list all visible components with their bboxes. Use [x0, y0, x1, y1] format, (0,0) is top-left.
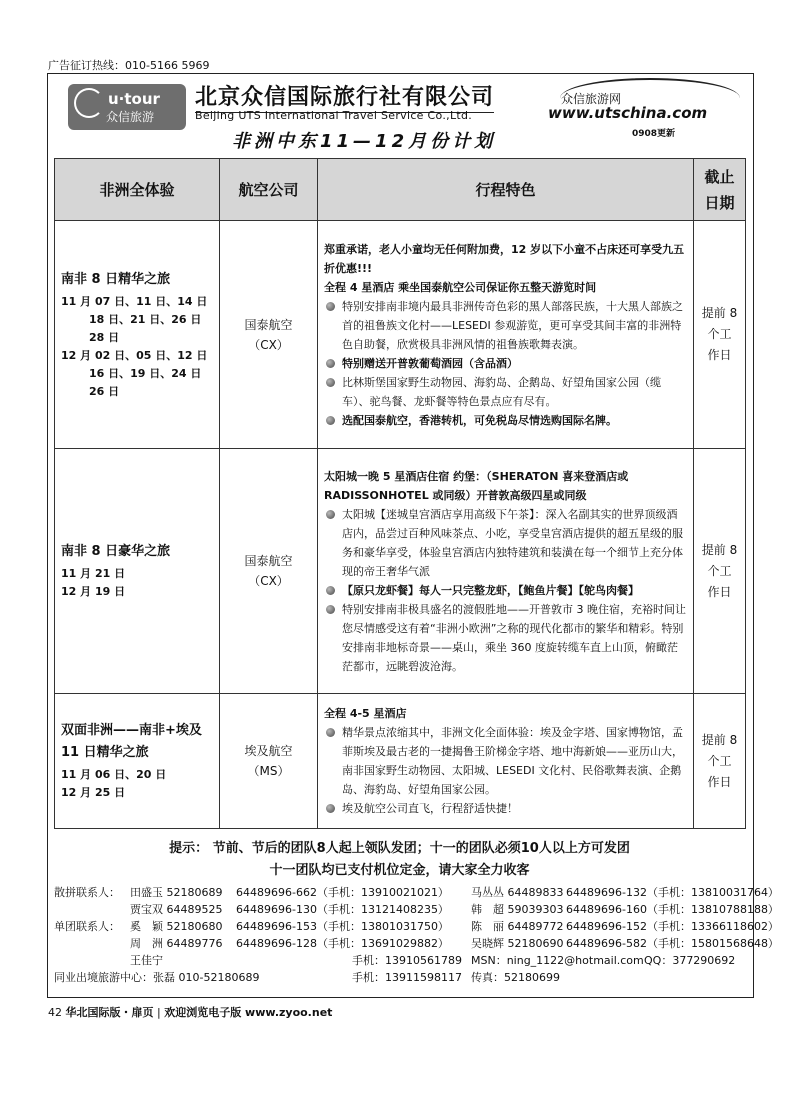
airline-cell — [220, 694, 318, 829]
route-cell — [55, 221, 220, 449]
update-note: 0908更新 — [632, 129, 676, 139]
date-line: 16 日、19 日、24 日 — [89, 366, 202, 380]
logo-brand-cn: 众信旅游 — [106, 110, 155, 124]
logo-ring-icon — [74, 88, 104, 118]
airline-code: （MS） — [247, 764, 290, 778]
contact-row — [54, 935, 779, 952]
plan-title: 非洲中东11—12月份计划 — [232, 131, 497, 152]
ad-hotline: 广告征订热线：010-5166 5969 — [48, 59, 210, 72]
deadline-line: 作日 — [707, 774, 732, 789]
feature-bullet: 选配国泰航空，香港转机，可免税岛尽情选购国际名牌。 — [324, 411, 687, 430]
section-name: 华北国际版・扉页 — [65, 1006, 154, 1019]
date-line: 28 日 — [89, 330, 120, 344]
contact-name: 陈 丽 64489772 — [471, 920, 564, 933]
contact-name: 贾宝双 64489525 — [130, 903, 223, 916]
feature-bullet: 特别安排南非境内最具非洲传奇色彩的黑人部落民族，十大黑人部族之首的祖鲁族文化村——LESEDI 参观游览，更可享受其间丰富的非洲特色自助餐，欣赏极具非洲风情的祖鲁族歌舞表演。 — [324, 297, 687, 354]
feature-text: 全程 4-5 星酒店 — [324, 707, 407, 720]
deadline-line: 作日 — [707, 348, 732, 362]
table-header-row — [55, 159, 746, 221]
contact-row — [54, 969, 754, 986]
airline-name: 埃及航空 — [244, 744, 293, 758]
contact-row — [54, 952, 754, 969]
contact-row — [54, 884, 779, 901]
contact-name: 韩 超 59039303 — [471, 903, 564, 916]
table-row — [55, 449, 746, 694]
route-cell — [55, 694, 220, 829]
contact-phone: 64489696-152（手机：13366118602） — [566, 920, 779, 933]
feature-bullet: 特别安排南非极具盛名的渡假胜地——开普敦市 3 晚住宿，充裕时间让您尽情感受这有着“非洲小欧洲”之称的现代化都市的繁华和精彩。特别安排南非地标奇景——桌山，乘坐 360 度旋转缆车直上山顶，俯瞰茫茫都市，远眺碧波沧海。 — [324, 600, 687, 676]
contact-name: 马丛丛 64489833 — [471, 886, 564, 899]
deadline-cell — [694, 221, 746, 449]
contact-phone: 64489696-130（手机：13121408235） — [236, 903, 449, 916]
contact-phone: 64489696-160（手机：13810788188） — [566, 903, 779, 916]
contact-qq: QQ：377290692 — [644, 954, 736, 967]
deadline-line: 个工 — [707, 753, 732, 768]
date-line: 11 月 06 日、20 日 — [61, 768, 167, 781]
tips-line: 提示： 节前、节后的团队8人起上领队发团；十一的团队必须10人以上方可发团 — [169, 841, 630, 856]
contact-phone: 64489696-153（手机：13801031750） — [236, 920, 449, 933]
airline-code: （CX） — [248, 337, 289, 352]
deadline-line: 提前 8 — [701, 306, 738, 320]
airline-cell — [220, 449, 318, 694]
contact-name: 田盛玉 52180689 — [130, 886, 223, 899]
header-features: 行程特色 — [318, 159, 694, 221]
contact-label: 散拼联系人： — [54, 886, 120, 899]
feature-text: 郑重承诺，老人小童均无任何附加费，12 岁以下小童不占床还可享受九五折优惠!!! — [324, 242, 685, 275]
feature-text: 太阳城一晚 5 星酒店住宿 约堡：（SHERATON 喜来登酒店或 RADISSONHOTEL 或同级）开普敦高级四星或同级 — [324, 469, 629, 502]
table-row — [55, 694, 746, 829]
contact-row — [54, 918, 779, 935]
page-footer — [48, 1004, 332, 1020]
date-line: 11 月 21 日 — [61, 567, 126, 580]
date-line: 12 月 02 日、05 日、12 日 — [61, 348, 208, 362]
airline-name: 国泰航空 — [244, 554, 293, 568]
deadline-line: 提前 8 — [701, 732, 738, 747]
header-airline: 航空公司 — [220, 159, 318, 221]
header-deadline: 截止日期 — [694, 159, 746, 221]
contact-name: 奚 颖 52180680 — [130, 920, 223, 933]
feature-bullet: 【原只龙虾餐】每人一只完整龙虾，【鲍鱼片餐】【鸵鸟肉餐】 — [324, 581, 687, 600]
contacts-block — [54, 884, 779, 986]
deadline-cell — [694, 449, 746, 694]
contact-name: 周 洲 64489776 — [130, 937, 223, 950]
header-experience: 非洲全体验 — [55, 159, 220, 221]
contact-fax: 传真：52180699 — [471, 971, 560, 984]
route-name: 南非 8 日豪华之旅 — [61, 544, 171, 559]
footer-divider: | — [157, 1006, 165, 1019]
deadline-line: 作日 — [707, 584, 732, 599]
feature-bullet: 精华景点浓缩其中，非洲文化全面体验：埃及金字塔、国家博物馆，孟菲斯埃及最古老的一捷揭鲁王阶梯金字塔、地中海新娘——亚历山大，南非国家野生动物园、太阳城、LESEDI 文化村、民俗歌舞表演、企鹅岛、海豹岛、好望角国家公园。 — [324, 723, 687, 799]
tips-line: 十一团队均已支付机位定金，请大家全力收客 — [269, 863, 530, 878]
table-row — [55, 221, 746, 449]
contact-label: 单团联系人： — [54, 920, 120, 933]
route-cell — [55, 449, 220, 694]
contact-label: 同业出境旅游中心：张磊 010-52180689 — [54, 971, 260, 984]
date-line: 12 月 25 日 — [61, 786, 126, 799]
features-cell — [318, 694, 694, 829]
footer-note[interactable]: 欢迎浏览电子版 www.zyoo.net — [164, 1006, 333, 1019]
features-cell — [318, 221, 694, 449]
feature-bullet: 比林斯堡国家野生动物园、海豹岛、企鹅岛、好望角国家公园（缆车）、驼鸟餐、龙虾餐等特色景点应有尽有。 — [324, 373, 687, 411]
airline-code: （CX） — [248, 574, 289, 588]
contact-phone: 64489696-662（手机：13910021021） — [236, 886, 449, 899]
deadline-line: 提前 8 — [701, 542, 738, 557]
contact-phone: 手机：13911598117 — [352, 971, 462, 984]
feature-bullet: 特别赠送开普敦葡萄酒园（含品酒） — [324, 354, 687, 373]
tips-box — [54, 838, 745, 882]
deadline-line: 个工 — [707, 327, 732, 341]
date-line: 26 日 — [89, 384, 120, 398]
features-cell — [318, 449, 694, 694]
feature-bullet: 太阳城【迷城皇宫酒店享用高级下午茶】：深入名副其实的世界顶级酒店内，品尝过百种风味茶点、小吃，享受皇宫酒店提供的超五星级的服务和豪华享受，体验皇宫酒店内独特建筑和装潢在每一个细节上充分体现的帝王奢华气派 — [324, 505, 687, 581]
page-number: 42 — [48, 1006, 62, 1019]
contact-name: 王佳宁 — [130, 954, 163, 967]
company-name-en: Beijing UTS International Travel Service Co.,Ltd. — [195, 109, 473, 122]
deadline-line: 个工 — [707, 563, 732, 578]
itinerary-table — [54, 158, 746, 829]
contact-msn: MSN：ning_1122@hotmail.com — [471, 954, 644, 967]
deadline-cell — [694, 694, 746, 829]
contact-phone: 手机：13910561789 — [352, 954, 462, 967]
date-line: 12 月 19 日 — [61, 585, 126, 598]
route-name: 双面非洲——南非+埃及 11 日精华之旅 — [61, 723, 202, 760]
date-line: 11 月 07 日、11 日、14 日 — [61, 294, 208, 308]
feature-text: 全程 4 星酒店 乘坐国泰航空公司保证你五整天游览时间 — [324, 280, 597, 294]
company-name-cn: 北京众信国际旅行社有限公司 — [195, 80, 494, 113]
airline-name: 国泰航空 — [244, 317, 293, 332]
utour-logo — [68, 84, 186, 130]
contact-name: 吴晓辉 52180690 — [471, 937, 564, 950]
route-name: 南非 8 日精华之旅 — [61, 271, 171, 287]
contact-row — [54, 901, 779, 918]
contact-phone: 64489696-132（手机：13810031764） — [566, 886, 779, 899]
airline-cell — [220, 221, 318, 449]
website-label: 众信旅游网 — [561, 92, 622, 106]
feature-bullet: 埃及航空公司直飞，行程舒适快捷！ — [324, 799, 687, 818]
date-line: 18 日、21 日、26 日 — [89, 312, 202, 326]
contact-phone: 64489696-582（手机：15801568648） — [566, 937, 779, 950]
logo-brand: u·tour — [108, 90, 160, 108]
contact-phone: 64489696-128（手机：13691029882） — [236, 937, 449, 950]
website-url[interactable]: www.utschina.com — [548, 104, 708, 122]
